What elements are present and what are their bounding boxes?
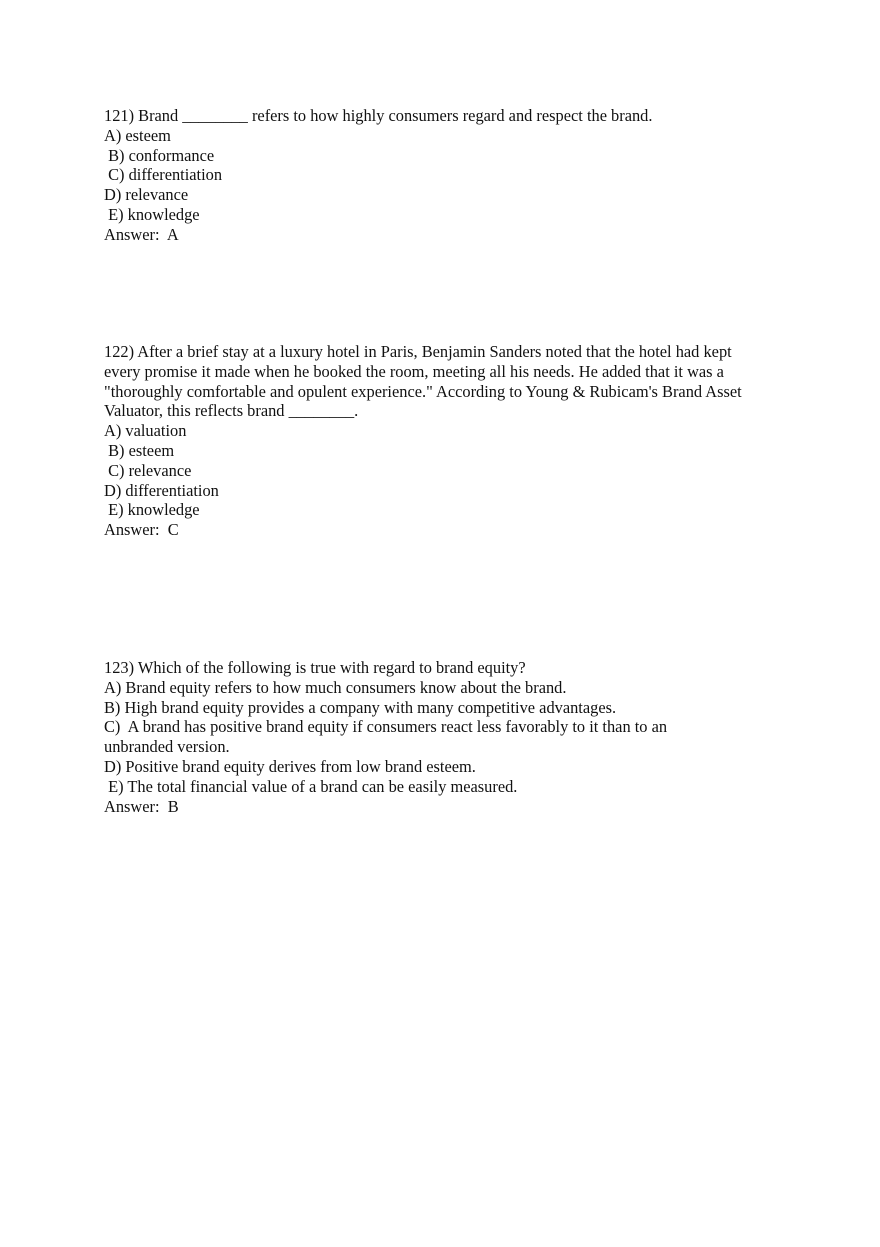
question-stem: 123) Which of the following is true with regard to brand equity? xyxy=(104,658,526,677)
option-c: C) A brand has positive brand equity if consumers react less favorably to it than to an xyxy=(104,717,668,737)
option-d: D) differentiation xyxy=(104,480,219,500)
question-stem-line: every promise it made when he booked the room, meeting all his needs. He added that it was a xyxy=(104,361,724,381)
option-e: E) knowledge xyxy=(104,204,200,224)
option-e: E) The total financial value of a brand can be easily measured. xyxy=(104,776,518,796)
question-121 xyxy=(104,106,794,245)
question-stem-line: 122) After a brief stay at a luxury hotel in Paris, Benjamin Sanders noted that the hotel had kept xyxy=(104,342,732,361)
option-d: D) relevance xyxy=(104,185,189,205)
answer: Answer: C xyxy=(104,520,179,540)
option-a: A) esteem xyxy=(104,125,171,145)
option-d: D) Positive brand equity derives from low brand esteem. xyxy=(104,756,476,776)
option-b: B) conformance xyxy=(104,145,215,165)
option-c: C) differentiation xyxy=(104,165,223,185)
option-b: B) esteem xyxy=(104,440,175,460)
option-c: C) relevance xyxy=(104,460,192,480)
option-c-continued: unbranded version. xyxy=(104,737,230,757)
answer: Answer: B xyxy=(104,796,179,816)
question-stem: 121) Brand ________ refers to how highly consumers regard and respect the brand. xyxy=(104,106,653,125)
question-stem-line: Valuator, this reflects brand ________. xyxy=(104,401,359,421)
question-stem-line: "thoroughly comfortable and opulent experience." According to Young & Rubicam's Brand Asset xyxy=(104,381,742,401)
option-a: A) Brand equity refers to how much consumers know about the brand. xyxy=(104,677,567,697)
answer: Answer: A xyxy=(104,224,179,244)
question-122 xyxy=(104,342,794,540)
option-a: A) valuation xyxy=(104,421,187,441)
option-e: E) knowledge xyxy=(104,500,200,520)
option-b: B) High brand equity provides a company with many competitive advantages. xyxy=(104,697,617,717)
question-123 xyxy=(104,658,794,816)
